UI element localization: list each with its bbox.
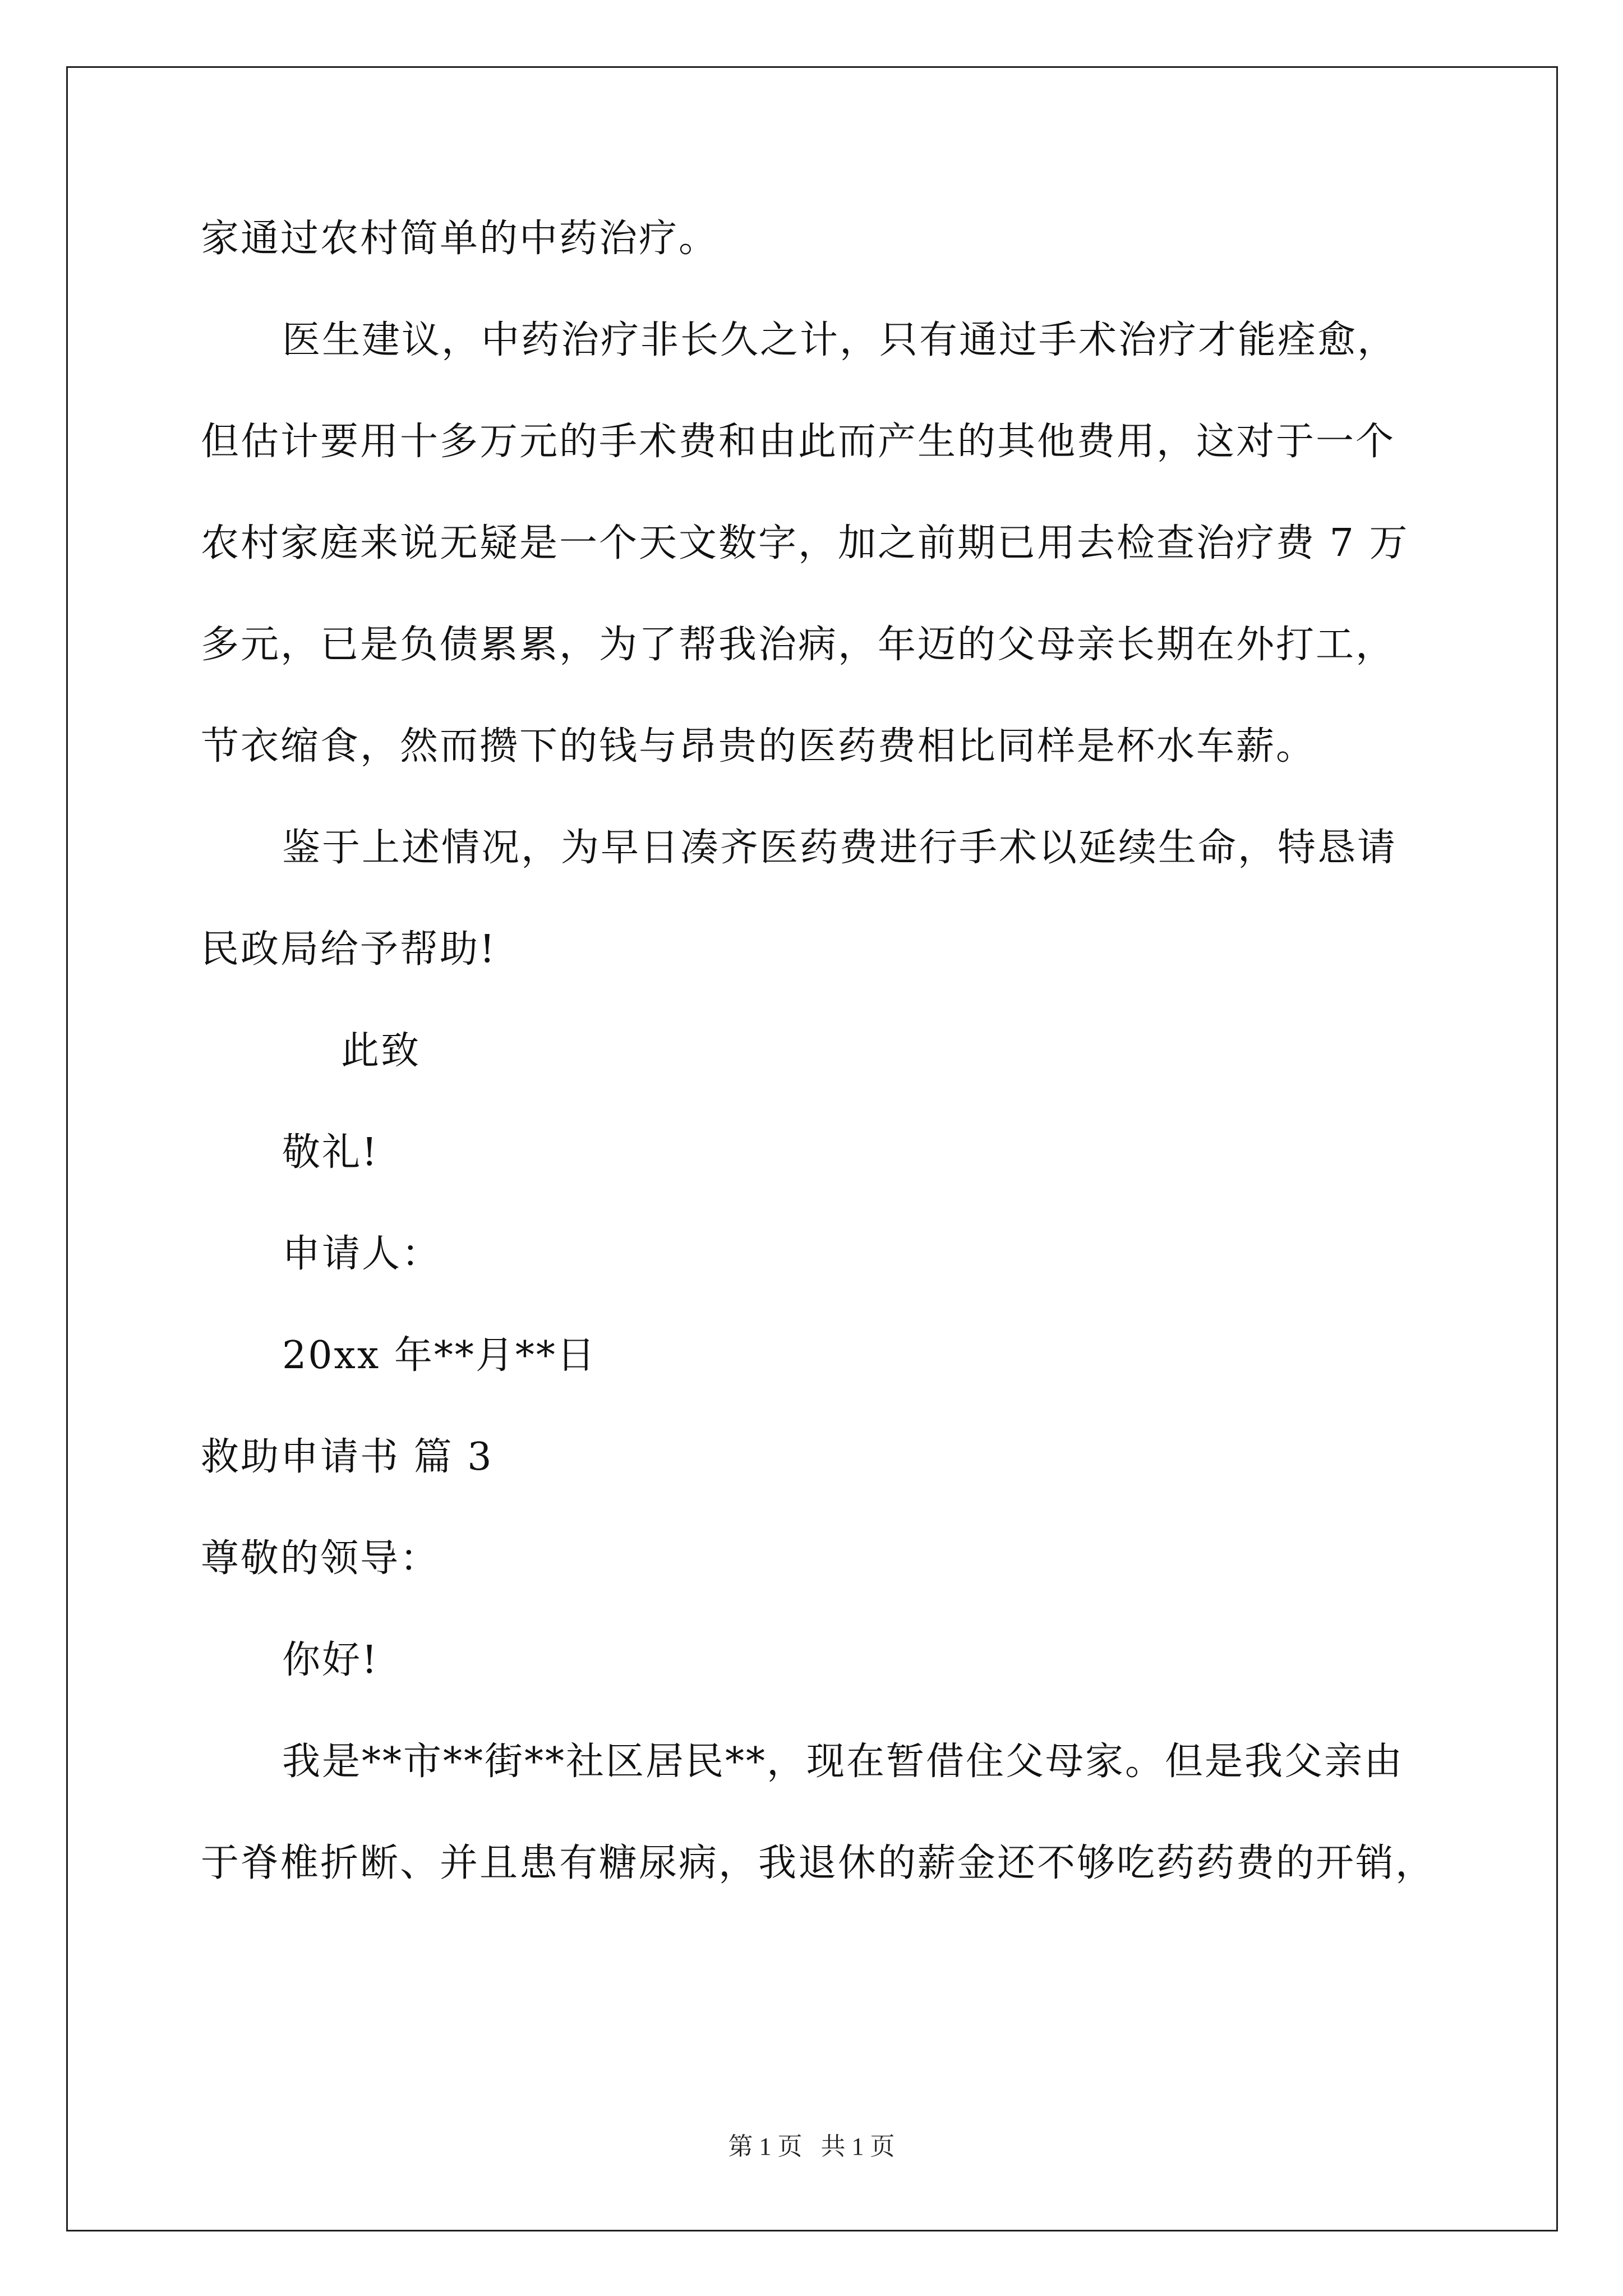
paragraph-line: 于脊椎折断、并且患有糖尿病，我退休的薪金还不够吃药药费的开销， <box>201 1841 1436 1885</box>
closing-salutation: 此致 <box>341 1029 421 1073</box>
date-line: 20xx 年**月**日 <box>282 1333 597 1378</box>
paragraph-line: 我是**市**街**社区居民**，现在暂借住父母家。但是我父亲由 <box>282 1740 1404 1784</box>
paragraph-line: 农村家庭来说无疑是一个天文数字，加之前期已用去检查治疗费 7 万 <box>201 521 1409 565</box>
paragraph-line: 医生建议，中药治疗非长久之计，只有通过手术治疗才能痊愈， <box>282 318 1398 362</box>
paragraph-line: 家通过农村简单的中药治疗。 <box>201 217 719 261</box>
paragraph-line: 多元，已是负债累累，为了帮我治病，年迈的父母亲长期在外打工， <box>201 623 1396 667</box>
section-title: 救助申请书 篇 3 <box>201 1435 494 1479</box>
page-number: 第 1 页 共 1 页 <box>728 2133 895 2160</box>
paragraph-line: 民政局给予帮助! <box>201 927 497 972</box>
greeting: 你好! <box>282 1638 379 1682</box>
applicant-label: 申请人： <box>282 1232 442 1276</box>
closing-regards: 敬礼! <box>282 1130 379 1175</box>
greeting-recipient: 尊敬的领导： <box>201 1536 440 1581</box>
paragraph-line: 但估计要用十多万元的手术费和由此而产生的其他费用，这对于一个 <box>201 420 1396 464</box>
document-body <box>201 213 1435 1939</box>
paragraph-line: 鉴于上述情况，为早日凑齐医药费进行手术以延续生命，特恳请 <box>282 826 1398 870</box>
paragraph-line: 节衣缩食，然而攒下的钱与昂贵的医药费相比同样是杯水车薪。 <box>201 724 1316 769</box>
